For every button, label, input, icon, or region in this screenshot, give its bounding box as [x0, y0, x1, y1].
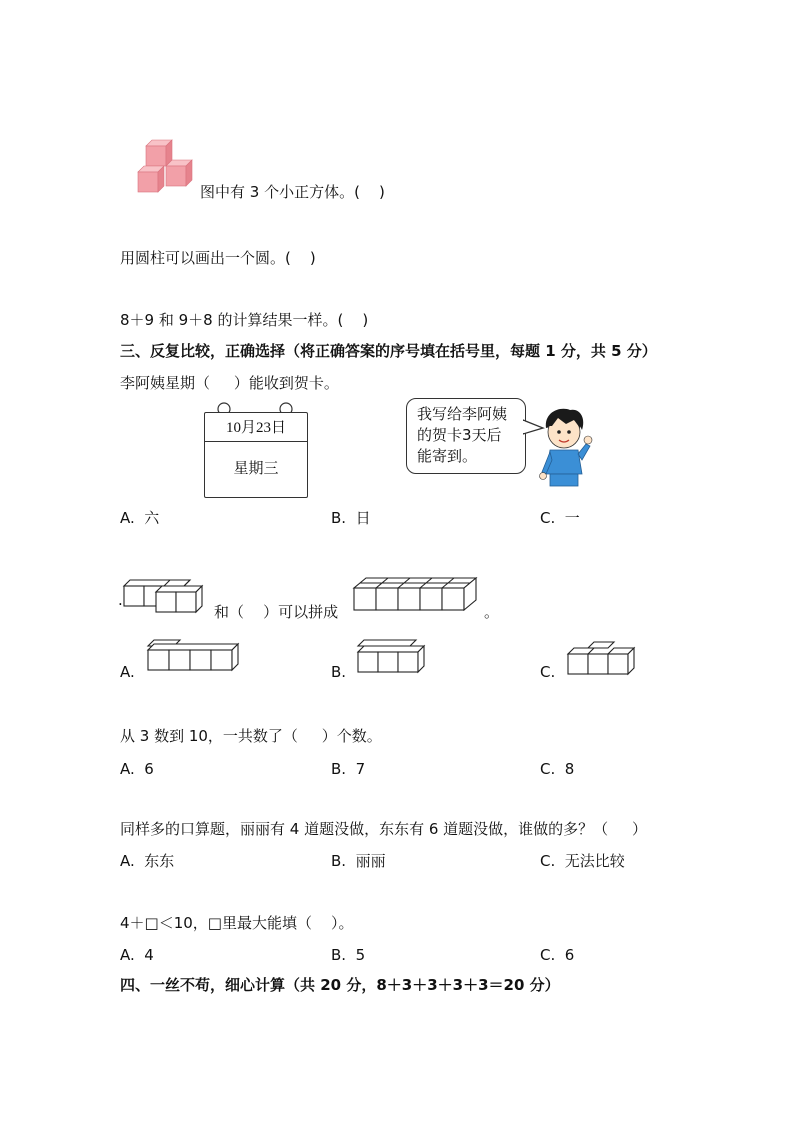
- mc2-target-figure: [352, 574, 482, 614]
- mc2-middle-text: 和（ ）可以拼成: [214, 603, 339, 621]
- mc2-small-cube-figure: [120, 578, 212, 616]
- boy-character-icon: [538, 404, 594, 492]
- calendar-date: 10月23日: [225, 420, 286, 436]
- mc2-option-a-figure: [146, 636, 240, 672]
- mc4-option-c[interactable]: C. 无法比较: [540, 852, 625, 870]
- mc3-option-b[interactable]: B. 7: [331, 760, 366, 778]
- speech-line-1: 我写给李阿姨: [417, 405, 508, 423]
- mc1-question: 李阿姨星期（ ）能收到贺卡。: [120, 374, 339, 392]
- section-3-title: 三、反复比较，正确选择（将正确答案的序号填在括号里，每题 1 分，共 5 分）: [120, 342, 657, 360]
- mc4-option-b[interactable]: B. 丽丽: [331, 852, 386, 870]
- mc4-option-a[interactable]: A. 东东: [120, 852, 175, 870]
- mc3-question: 从 3 数到 10，一共数了（ ）个数。: [120, 727, 382, 745]
- mc5-option-c[interactable]: C. 6: [540, 946, 575, 964]
- calendar-divider: [204, 441, 308, 442]
- tf-question-3: 8＋9 和 9＋8 的计算结果一样。( ): [120, 311, 369, 329]
- mc5-question: 4＋□＜10，□里最大能填（ ）。: [120, 914, 354, 932]
- mc5-option-a[interactable]: A. 4: [120, 946, 154, 964]
- mc4-question: 同样多的口算题，丽丽有 4 道题没做，东东有 6 道题没做，谁做的多？（ ）: [120, 820, 648, 838]
- mc1-option-a[interactable]: A. 六: [120, 509, 160, 527]
- mc2-lead-dot: .: [118, 591, 123, 609]
- mc2-end-text: 。: [484, 603, 500, 621]
- calendar-weekday: 星期三: [233, 459, 279, 477]
- section-4-title: 四、一丝不苟，细心计算（共 20 分，8＋3＋3＋3＋3＝20 分）: [120, 976, 560, 994]
- tf-question-2: 用圆柱可以画出一个圆。( ): [120, 249, 316, 267]
- mc2-option-b[interactable]: B.: [331, 663, 347, 681]
- mc2-option-c[interactable]: C.: [540, 663, 556, 681]
- mc1-option-c[interactable]: C. 一: [540, 509, 580, 527]
- mc3-option-c[interactable]: C. 8: [540, 760, 575, 778]
- mc3-option-a[interactable]: A. 6: [120, 760, 154, 778]
- mc5-option-b[interactable]: B. 5: [331, 946, 366, 964]
- mc2-option-b-figure: [356, 638, 426, 674]
- mc2-option-c-figure: [566, 640, 636, 676]
- mc1-option-b[interactable]: B. 日: [331, 509, 371, 527]
- speech-line-3: 能寄到。: [417, 447, 478, 465]
- calendar: [204, 400, 308, 498]
- tf-question-1: 图中有 3 个小正方体。( ): [200, 183, 385, 201]
- pink-cubes-figure: [134, 138, 198, 196]
- speech-line-2: 的贺卡3天后: [417, 426, 502, 444]
- mc2-option-a[interactable]: A.: [120, 663, 135, 681]
